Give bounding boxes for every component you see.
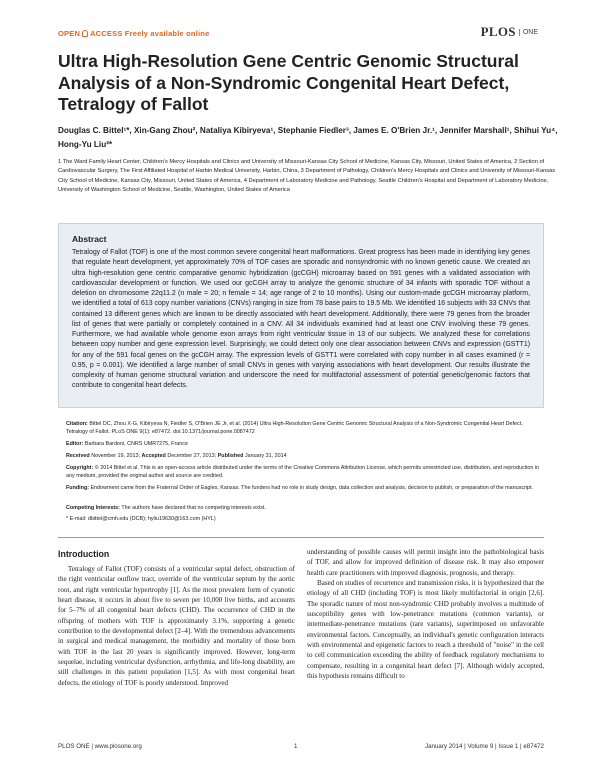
email: * E-mail: dbittel@cmh.edu (DCB); hyliu19630@163.com (HYL) bbox=[66, 516, 216, 522]
copyright-text: © 2014 Bittel et al. This is an open-access article distributed under the terms of the Creative Commons Attribution License, which permits unrestricted use, distribution, and reproduction in any medium, provided the original author and source are credited. bbox=[66, 465, 540, 480]
divider bbox=[58, 537, 544, 538]
plos-logo-text: PLOS bbox=[480, 24, 516, 39]
citation-label: Citation: bbox=[66, 421, 88, 427]
footer-issue: January 2014 | Volume 9 | Issue 1 | e87472 bbox=[424, 743, 544, 750]
accepted-date: December 27, 2013; bbox=[167, 453, 217, 459]
intro-paragraph-2: understanding of possible causes will permit insight into the pathobiological basis of TOF, and allow for improved definition of disease risk. It may also empower health care practitioners with improved diagnosis, prognosis, and therapy. bbox=[307, 548, 544, 577]
intro-paragraph-3: Based on studies of recurrence and transmission risks, it is hypothesized that the etiology of all CHD (including TOF) is most likely multifactorial in origin [2,6]. The sporadic nature of most non-syndromic CHD probably involves a multitude of susceptibility genes with low-penetrance mutations (common variants), or intermediate-penetrance mutations (rare variants), superimposed on unfavorable environmental factors. Conceptually, an individual's genetic configuration interacts with environmental and epigenetic factors to reach a threshold of "noise" in the cell to cell communication exceeding the ability of feedback regulatory mechanisms to compensate, resulting in a congenital heart defect [7]. Although widely accepted, this hypothesis remains difficult to bbox=[307, 579, 544, 681]
affiliations: 1 The Ward Family Heart Center, Children's Mercy Hospitals and Clinics and University of Missouri-Kansas City School of Medicine, Kansas City, Missouri, United States of America, 2 Section of Cardiovascular Surgery, The First Affiliated Hospital of Harbin Medical University, Harbin, China, 3 Department of Pathology, Children's Mercy Hospitals and Clinics and University of Missouri-Kansas City School of Medicine, Kansas City, Missouri, United States of America, 4 Department of Laboratory Medicine and Pathology, Seattle Children's Hospital and Department of Laboratory Medicine, University of Washington School of Medicine, Seattle, Washington, United States of America bbox=[58, 159, 556, 194]
intro-paragraph-1: Tetralogy of Fallot (TOF) consists of a ventricular septal defect, obstruction of the right ventricular outflow tract, override of the ventricular septum by the aortic root, and right ventricular hypertrophy [1]. As the most prevalent form of cyanotic heart disease, it occurs in about five to seven per 10,000 live births, and accounts for 5–7% of all congenital heart defects (CHD). The occurrence of CHD in the offspring of mothers with TOF is approximately 3.1%, supporting a genetic contribution to the developmental defect [2–4]. With the tremendous advancements in surgical and medical management, the morbidity and mortality of those born with TOF in the last 20 years is significantly improved. However, long-term sequelae, including ventricular dysfunction, arrhythmia, and life-long disability, are still challenges in this patient population [1,5]. As with most congenital heart defects, the etiology of TOF is poorly understood. Improved bbox=[58, 565, 295, 687]
abstract-heading: Abstract bbox=[72, 234, 107, 244]
plos-one-logo bbox=[481, 24, 538, 40]
freely-available-label: ACCESS Freely available online bbox=[90, 29, 210, 38]
one-logo-text: ONE bbox=[519, 29, 538, 36]
funding bbox=[66, 484, 542, 492]
funding-label: Funding: bbox=[66, 485, 90, 491]
open-access-banner bbox=[58, 29, 209, 38]
competing-interests bbox=[66, 504, 542, 512]
editor bbox=[66, 440, 542, 448]
copyright-label: Copyright: bbox=[66, 465, 94, 471]
competing-text: The authors have declared that no competing interests exist. bbox=[121, 505, 266, 511]
open-lock-icon bbox=[82, 30, 88, 37]
open-access-label: OPEN bbox=[58, 29, 81, 38]
abstract-box bbox=[58, 223, 544, 408]
abstract-text: Tetralogy of Fallot (TOF) is one of the most common severe congenital heart malformations. Great progress has been made in identifying key genes that regulate heart development, yet approximately 70% of TOF cases are sporadic and nonsyndromic with no known genetic cause. We created an ultra high-resolution gene centric comparative genomic hybridization (gcCGH) microarray based on 591 genes with a validated association with cardiovascular development or function. We used our gcCGH array to analyze the genomic structure of 34 infants with sporadic TOF without a deletion on chromosome 22q11.2 (n male = 20; n female = 14; age range of 2 to 10 months). Using our custom-made gcCGH microarray platform, we identified a total of 613 copy number variations (CNVs) ranging in size from 78 base pairs to 19.5 Mb. We identified 16 subjects with 33 CNVs that contained 13 different genes which are known to be directly associated with heart development. Additionally, there were 79 genes from the broader list of genes that were partially or completely contained in a CNV. All 34 individuals examined had at least one CNV involving these 79 genes. Furthermore, we had available whole genome exon arrays from right ventricular tissue in 13 of our subjects. We analyzed these for correlations between copy number and gene expression level. Surprisingly, we could detect only one clear association between CNVs and expression (GSTT1) for any of the 591 focal genes on the gcCGH array. The expression levels of GSTT1 were correlated with copy number in all cases examined (r = 0.95, p = 0.001). We identified a large number of small CNVs in genes with varying associations with heart development. Our results illustrate the complexity of human genome structural variation and underscore the need for multifactorial assessment of potential genetic/genomic factors that contribute to congenital heart defects. bbox=[72, 249, 530, 390]
article-title: Ultra High-Resolution Gene Centric Genomic Structural Analysis of a Non-Syndromic Congenital Heart Defect, Tetralogy of Fallot bbox=[58, 51, 519, 114]
introduction-heading: Introduction bbox=[58, 549, 110, 559]
page-number: 1 bbox=[294, 743, 298, 750]
intro-column-1 bbox=[58, 564, 295, 688]
author-list: Douglas C. Bittel¹*, Xin-Gang Zhou², Nataliya Kibiryeva¹, Stephanie Fiedler³, James E. O'Brien Jr.¹, Jennifer Marshall¹, Shihui Yu⁴, Hong-Yu Liu²* bbox=[58, 126, 558, 149]
dates bbox=[66, 452, 542, 460]
intro-column-2 bbox=[307, 547, 544, 681]
citation-text: Bittel DC, Zhou X-G, Kibiryeva N, Fiedler S, O'Brien JE Jr, et al. (2014) Ultra High-Resolution Gene Centric Genomic Structural Analysis of a Non-Syndromic Congenital Heart Defect, Tetralogy of Fallot. PLoS ONE 9(1): e87472. doi:10.1371/journal.pone.0087472 bbox=[66, 421, 523, 436]
published-label: Published bbox=[217, 453, 244, 459]
competing-label: Competing Interests: bbox=[66, 505, 120, 511]
received-label: Received bbox=[66, 453, 90, 459]
editor-label: Editor: bbox=[66, 441, 84, 447]
published-date: January 31, 2014 bbox=[244, 453, 287, 459]
citation bbox=[66, 420, 542, 437]
funding-text: Endowment came from the Fraternal Order of Eagles, Kansas. The funders had no role in study design, data collection and analysis, decision to publish, or preparation of the manuscript. bbox=[90, 485, 534, 491]
copyright bbox=[66, 464, 542, 481]
received-date: November 19, 2013; bbox=[91, 453, 141, 459]
editor-text: Barbara Bardoni, CNRS UMR7275, France bbox=[84, 441, 188, 447]
accepted-label: Accepted bbox=[141, 453, 166, 459]
footer-journal: PLOS ONE | www.plosone.org bbox=[58, 743, 142, 750]
